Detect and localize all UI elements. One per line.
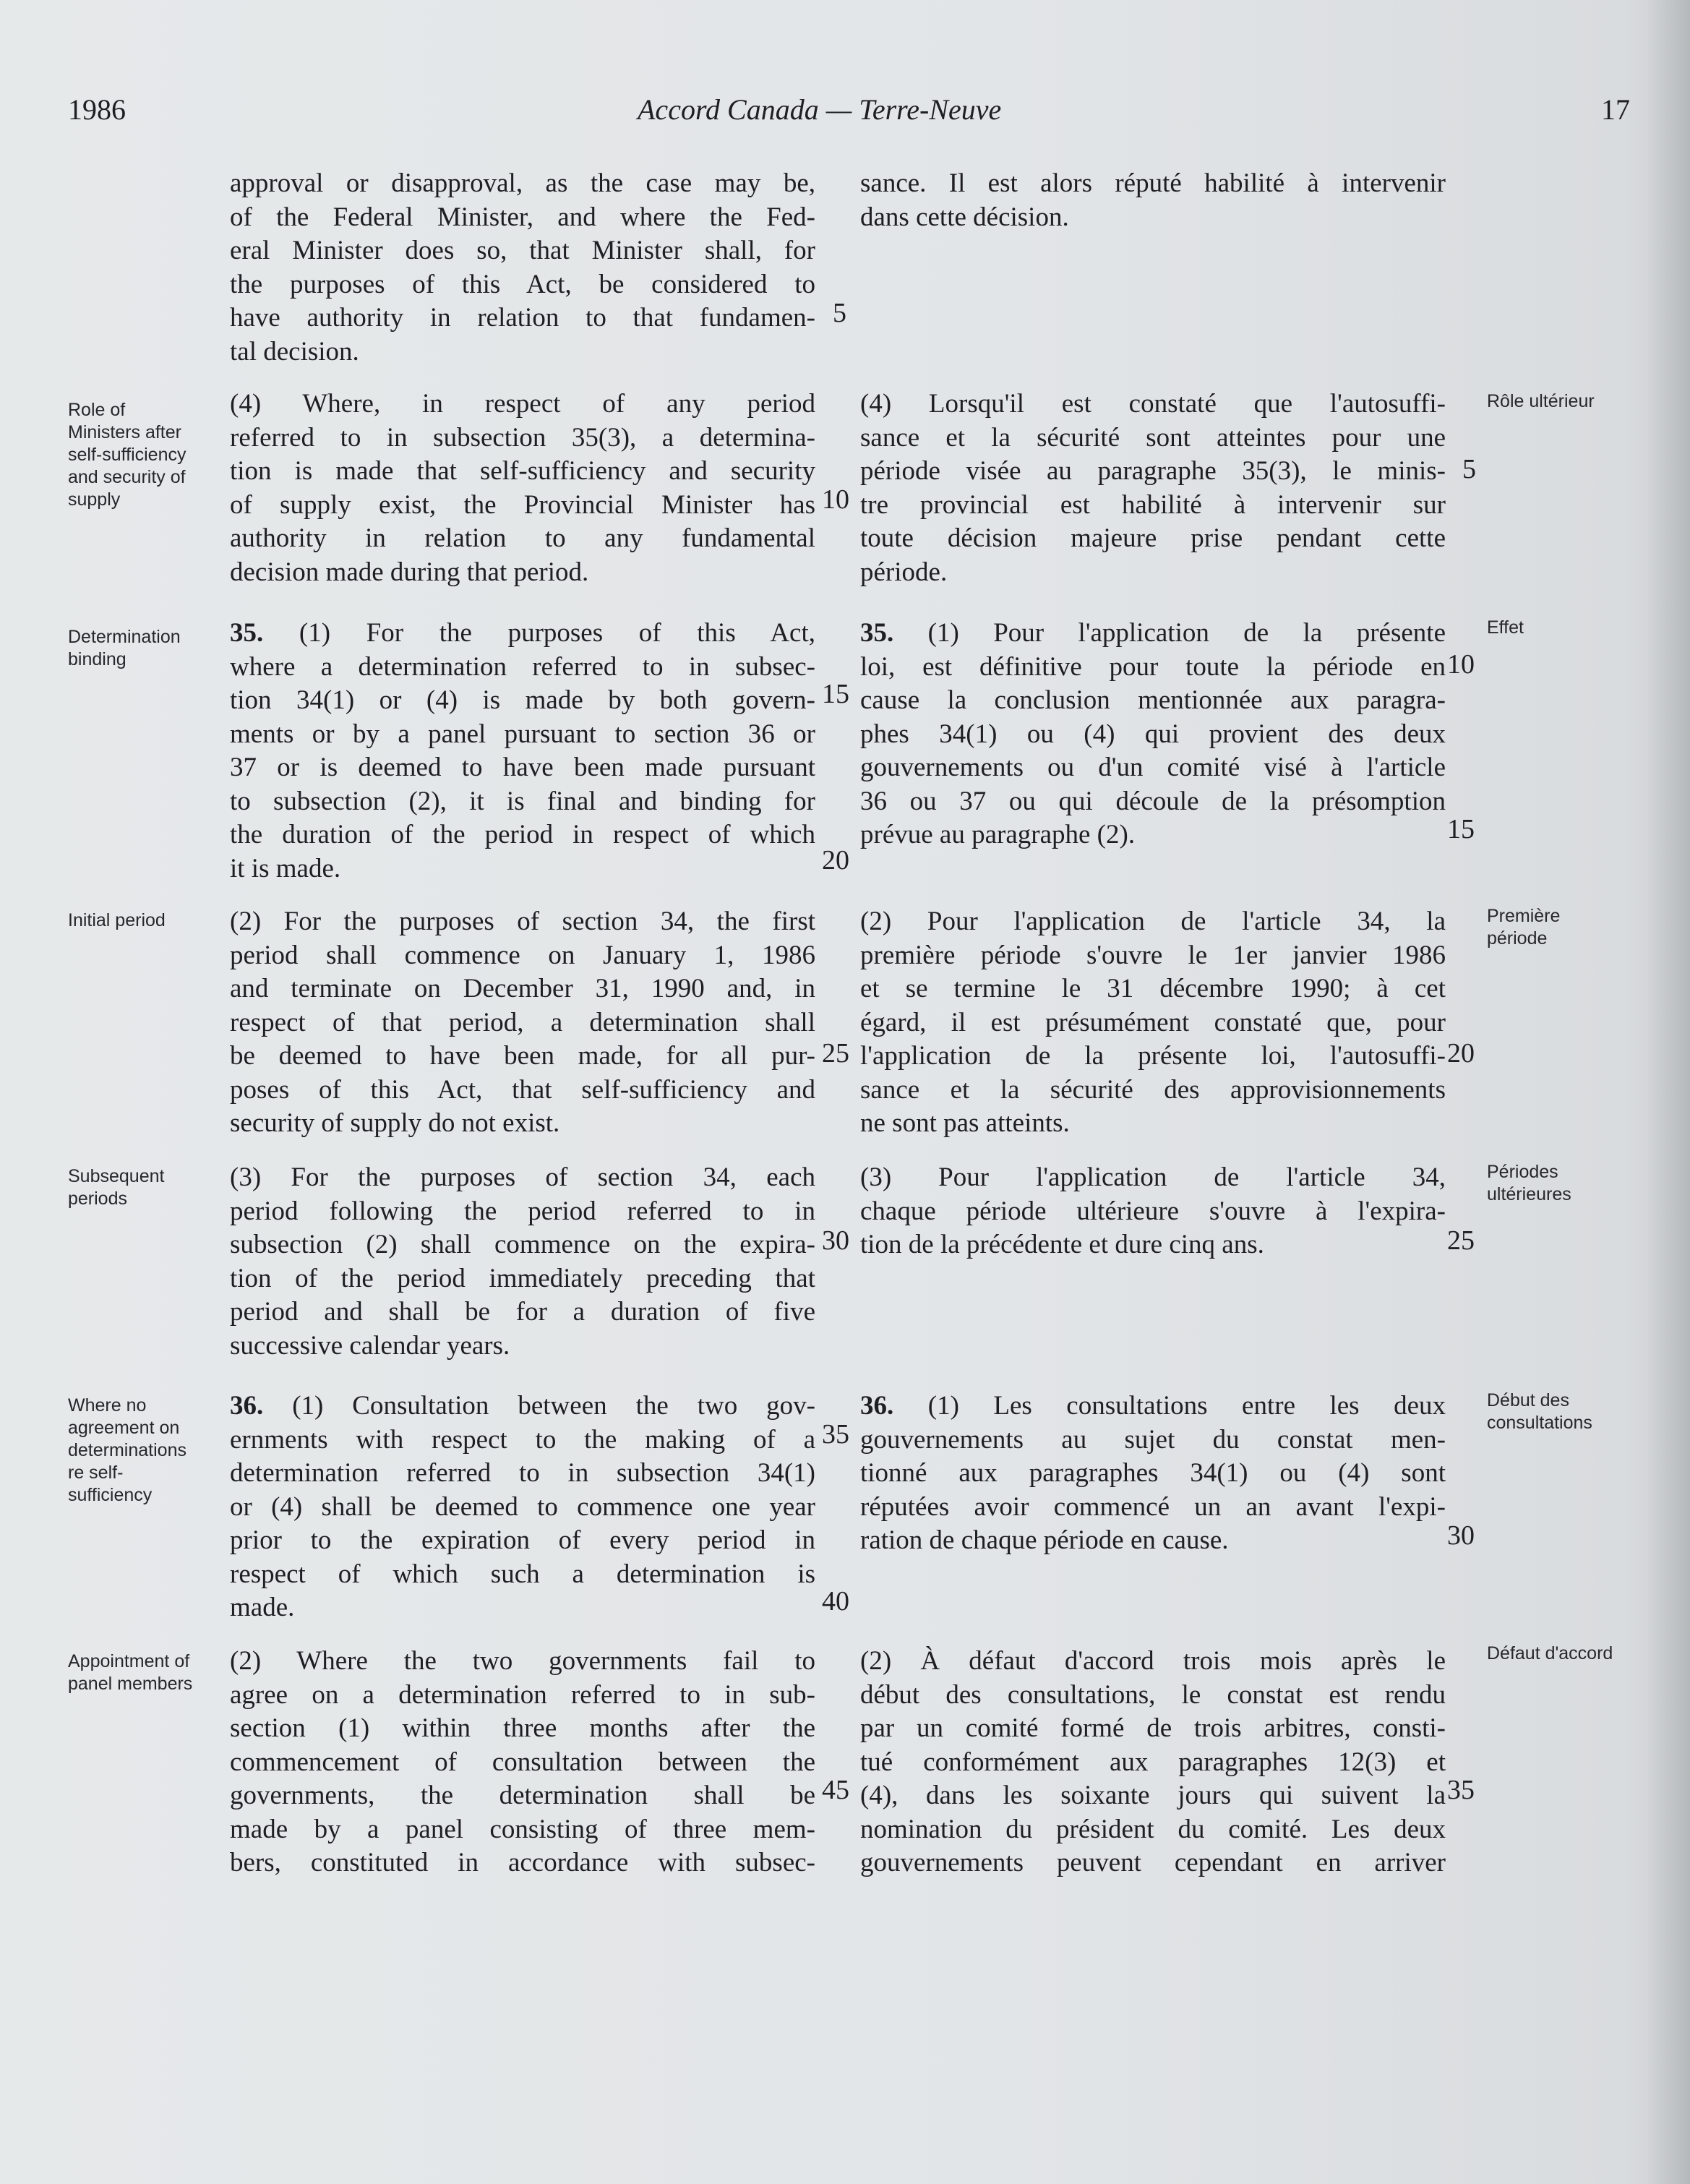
line-number-en: 35	[822, 1419, 849, 1449]
line-number-en: 10	[822, 484, 849, 515]
margin-note-appointment-panel: Appointment of panel members	[68, 1651, 193, 1694]
binding-shadow	[1647, 0, 1690, 2184]
fr-section-number-36: 36.	[860, 1391, 894, 1421]
line-number-fr: 15	[1447, 814, 1475, 844]
line-number-en: 20	[822, 845, 849, 875]
en-section-35-1: 35. (1) For the purposes of this Act, where a determination referred to in subsec- tion 34(1) or (4) is made by both govern- ments or by a panel pursuant to section 36 or 37 or is deemed to have been made pursuant to subsection (2), it is final and binding for the duration of the period in respect of which it is made.	[230, 618, 815, 883]
line-number-en: 25	[822, 1038, 849, 1069]
margin-note-determination-binding: Determination binding	[68, 627, 181, 669]
margin-note-role-of-ministers: Role of Ministers after self-sufficiency and security of supply	[68, 400, 186, 510]
fr-section-35-1: 35. (1) Pour l'application de la présente loi, est définitive pour toute la période en cause la conclusion mentionnée aux paragra- phes 34(1) ou (4) qui provient des deux gouvernements ou d'un comité visé à l'article 36 ou 37 ou qui découle de la présomption prévue au paragraphe (2).	[860, 618, 1446, 849]
page-number: 17	[1601, 93, 1630, 126]
line-number-en: 40	[822, 1586, 849, 1616]
fr-section-35-2: (2) Pour l'application de l'article 34, la première période s'ouvre le 1er janvier 1986 et se termine le 31 décembre 1990; à cet égard, il est présumément constaté que, pour l'application de la présente loi, l'autosuffi- sance et la sécurité des approvisionnements ne sont pas atteints.	[860, 907, 1446, 1138]
margin-note-premiere-periode: Première période	[1487, 906, 1561, 948]
fr-section-36-2: (2) À défaut d'accord trois mois après le début des consultations, le constat est rendu par un comité formé de trois arbitres, consti- tué conformément aux paragraphes 12(3) et (4), dans les soixante jours qui suivent la nomination du président du comité. Les deux gouvernements peuvent cependant en arriver	[860, 1646, 1446, 1877]
margin-note-effet: Effet	[1487, 617, 1524, 638]
section-number-36: 36.	[230, 1391, 264, 1421]
line-number-fr: 10	[1447, 649, 1475, 680]
en-section-35-3: (3) For the purposes of section 34, each period following the period referred to in subsection (2) shall commence on the expira- tion of the period immediately preceding that period and shall be for a duration of five successive calendar years.	[230, 1162, 815, 1361]
margin-note-role-ulterieur: Rôle ultérieur	[1487, 391, 1595, 411]
en-section-36-1: 36. (1) Consultation between the two gov- ernments with respect to the making of a determination referred to in subsection 34(1) or (4) shall be deemed to commence one year prior to the expiration of every period in respect of which such a determination is made.	[230, 1391, 815, 1622]
line-number-fr: 25	[1447, 1225, 1475, 1256]
line-number-fr: 20	[1447, 1038, 1475, 1069]
en-paragraph-34-4: (4) Where, in respect of any period referred to in subsection 35(3), a determina- tion is made that self-sufficiency and security of supply exist, the Provincial Minister has authority in relation to any fundamental decision made during that period.	[230, 389, 815, 587]
margin-note-subsequent-periods: Subsequent periods	[68, 1166, 165, 1209]
margin-note-debut-consultations: Début des consultations	[1487, 1390, 1592, 1433]
fr-paragraph-34-4: (4) Lorsqu'il est constaté que l'autosuffi- sance et la sécurité sont atteintes pour une période visée au paragraphe 35(3), le minis- tre provincial est habilité à intervenir sur toute décision majeure prise pendant cette période.	[860, 389, 1446, 587]
margin-note-initial-period: Initial period	[68, 910, 166, 930]
header-title: Accord Canada — Terre-Neuve	[638, 93, 1002, 126]
margin-note-where-no-agreement: Where no agreement on determinations re self- sufficiency	[68, 1395, 186, 1505]
fr-section-number-35: 35.	[860, 618, 894, 648]
section-number-35: 35.	[230, 618, 264, 648]
line-number-fr: 35	[1447, 1775, 1475, 1805]
margin-note-defaut-accord: Défaut d'accord	[1487, 1643, 1613, 1663]
margin-note-periodes-ulterieures: Périodes ultérieures	[1487, 1162, 1571, 1204]
fr-section-35-3: (3) Pour l'application de l'article 34, chaque période ultérieure s'ouvre à l'expira- tion de la précédente et dure cinq ans.	[860, 1162, 1446, 1259]
header-year: 1986	[68, 93, 126, 126]
en-section-36-2: (2) Where the two governments fail to agree on a determination referred to in sub- section (1) within three months after the commencement of consultation between the governments, the determination shall be made by a panel consisting of three mem- bers, constituted in accordance with subsec-	[230, 1646, 815, 1877]
line-number-fr: 30	[1447, 1520, 1475, 1551]
line-number-en: 45	[822, 1775, 849, 1805]
line-number-en: 15	[822, 679, 849, 709]
line-number-en: 30	[822, 1225, 849, 1256]
line-number-fr: 5	[1462, 454, 1476, 484]
en-section-35-2: (2) For the purposes of section 34, the first period shall commence on January 1, 1986 and terminate on December 31, 1990 and, in respect of that period, a determination shall be deemed to have been made, for all pur- poses of this Act, that self-sufficiency and security of supply do not exist.	[230, 907, 815, 1138]
fr-paragraph-continuation: sance. Il est alors réputé habilité à intervenir dans cette décision.	[860, 168, 1446, 232]
en-paragraph-continuation: approval or disapproval, as the case may be, of the Federal Minister, and where the Fed- eral Minister does so, that Minister shall, for the purposes of this Act, be considered to have authority in relation to that fundamen- tal decision.	[230, 168, 815, 367]
fr-section-36-1: 36. (1) Les consultations entre les deux gouvernements au sujet du constat men- tionné aux paragraphes 34(1) ou (4) sont réputées avoir commencé un an avant l'expi- ration de chaque période en cause.	[860, 1391, 1446, 1555]
line-number-en: 5	[833, 298, 846, 328]
